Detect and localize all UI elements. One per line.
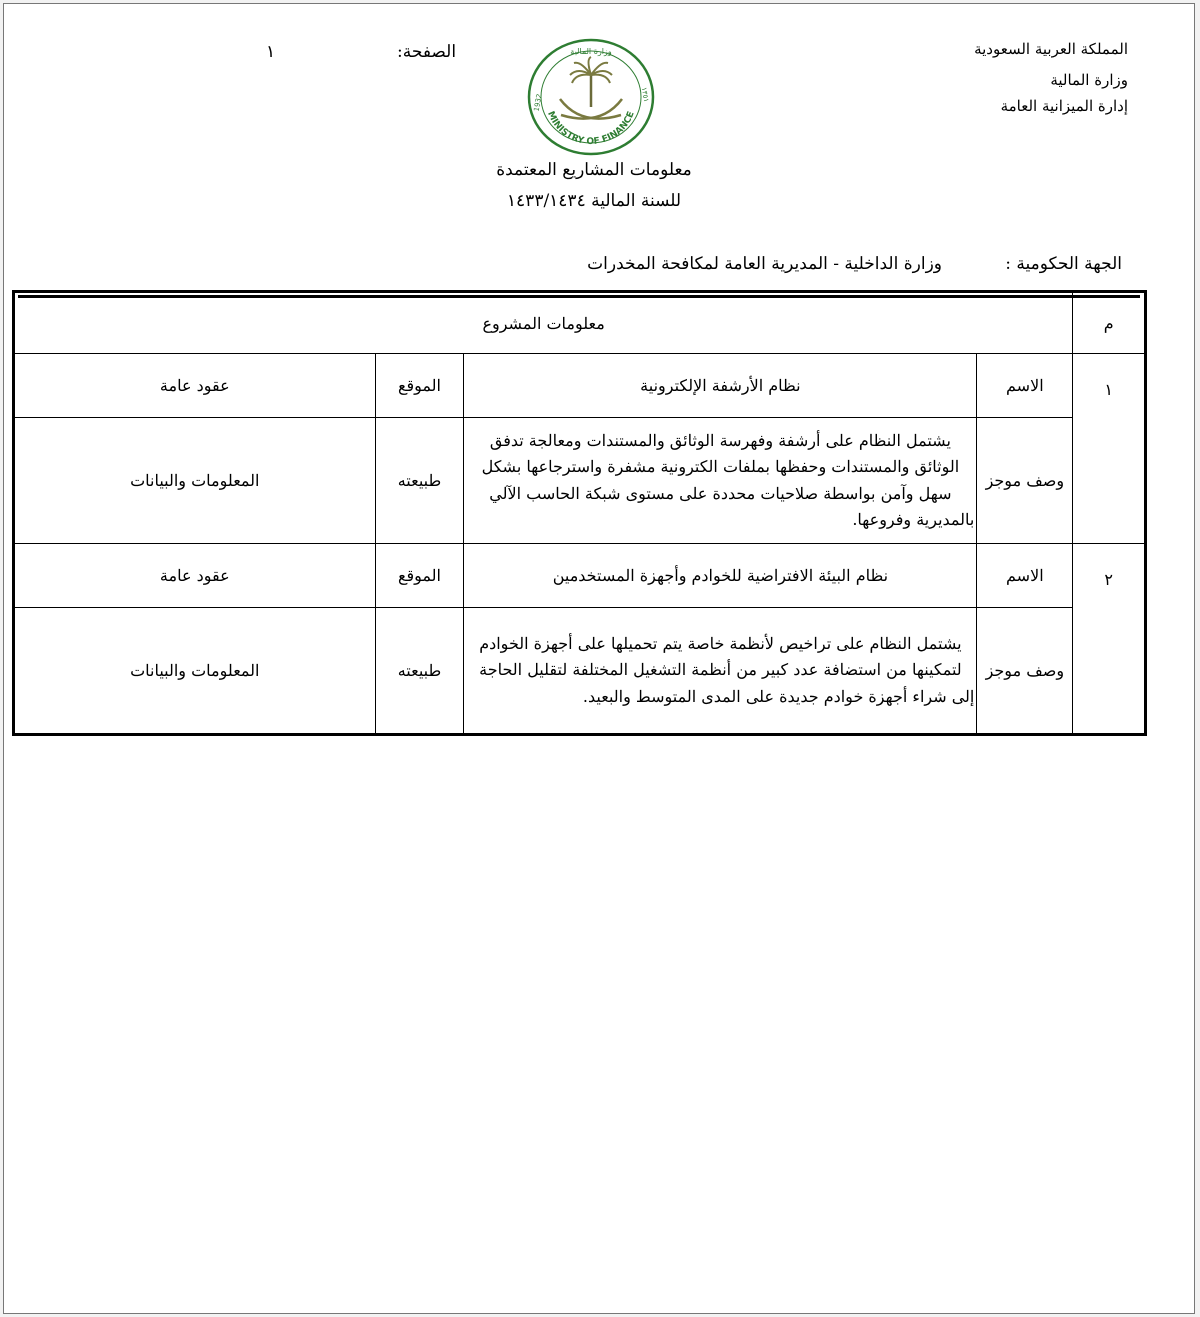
col-info-header: معلومات المشروع bbox=[14, 292, 1073, 354]
svg-text:MINISTRY OF FINANCE bbox=[545, 110, 637, 147]
desc-label: وصف موجز bbox=[977, 608, 1073, 735]
project-name: نظام الأرشفة الإلكترونية bbox=[464, 354, 977, 418]
seal-year-left: 1932 bbox=[532, 93, 544, 113]
table-row bbox=[14, 544, 1146, 608]
page-number: ١ bbox=[266, 42, 276, 62]
page-label: الصفحة: bbox=[397, 42, 457, 62]
projects-table bbox=[12, 290, 1147, 736]
kingdom-label: المملكة العربية السعودية bbox=[974, 40, 1128, 58]
project-name: نظام البيئة الافتراضية للخوادم وأجهزة المستخدمين bbox=[464, 544, 977, 608]
name-label: الاسم bbox=[977, 354, 1073, 418]
seal-year-right: ١٣٥١ bbox=[639, 86, 651, 103]
seal-text-bottom: MINISTRY OF FINANCE bbox=[545, 110, 637, 148]
project-nature: المعلومات والبيانات bbox=[14, 418, 376, 544]
project-description: يشتمل النظام على أرشفة وفهرسة الوثائق والمستندات ومعالجة تدفق الوثائق والمستندات وحفظها بملفات الكترونية مشفرة واسترجاعها بشكل سهل وآمن بواسطة صلاحيات محددة على مستوى شبكة الحاسب الآلي بالمديرية وفروعها. bbox=[464, 418, 977, 544]
row-index: ١ bbox=[1073, 354, 1146, 544]
nature-label: طبيعته bbox=[375, 608, 464, 735]
col-index-header: م bbox=[1073, 292, 1146, 354]
site-label: الموقع bbox=[375, 354, 464, 418]
document-title: معلومات المشاريع المعتمدة bbox=[496, 160, 692, 180]
fiscal-year: للسنة المالية ١٤٣٣/١٤٣٤ bbox=[506, 191, 682, 211]
nature-label: طبيعته bbox=[375, 418, 464, 544]
row-index: ٢ bbox=[1073, 544, 1146, 735]
ministry-seal-icon bbox=[526, 37, 656, 157]
entity-label: الجهة الحكومية : bbox=[1005, 254, 1122, 274]
table-header-row bbox=[14, 292, 1146, 354]
ministry-label: وزارة المالية bbox=[1050, 71, 1128, 89]
project-nature: المعلومات والبيانات bbox=[14, 608, 376, 735]
table-row bbox=[14, 608, 1146, 735]
name-label: الاسم bbox=[977, 544, 1073, 608]
entity-value: وزارة الداخلية - المديرية العامة لمكافحة المخدرات bbox=[587, 254, 942, 274]
site-label: الموقع bbox=[375, 544, 464, 608]
project-description: يشتمل النظام على تراخيص لأنظمة خاصة يتم تحميلها على أجهزة الخوادم لتمكينها من استضافة عدد كبير من أنظمة التشغيل المختلفة لتقليل الحاجة إلى شراء أجهزة خوادم جديدة على المدى المتوسط والبعيد. bbox=[464, 608, 977, 735]
table-row bbox=[14, 354, 1146, 418]
desc-label: وصف موجز bbox=[977, 418, 1073, 544]
project-site: عقود عامة bbox=[14, 354, 376, 418]
project-site: عقود عامة bbox=[14, 544, 376, 608]
seal-text-top: وزارة المالية bbox=[570, 47, 612, 56]
department-label: إدارة الميزانية العامة bbox=[1000, 97, 1128, 115]
table-row bbox=[14, 418, 1146, 544]
